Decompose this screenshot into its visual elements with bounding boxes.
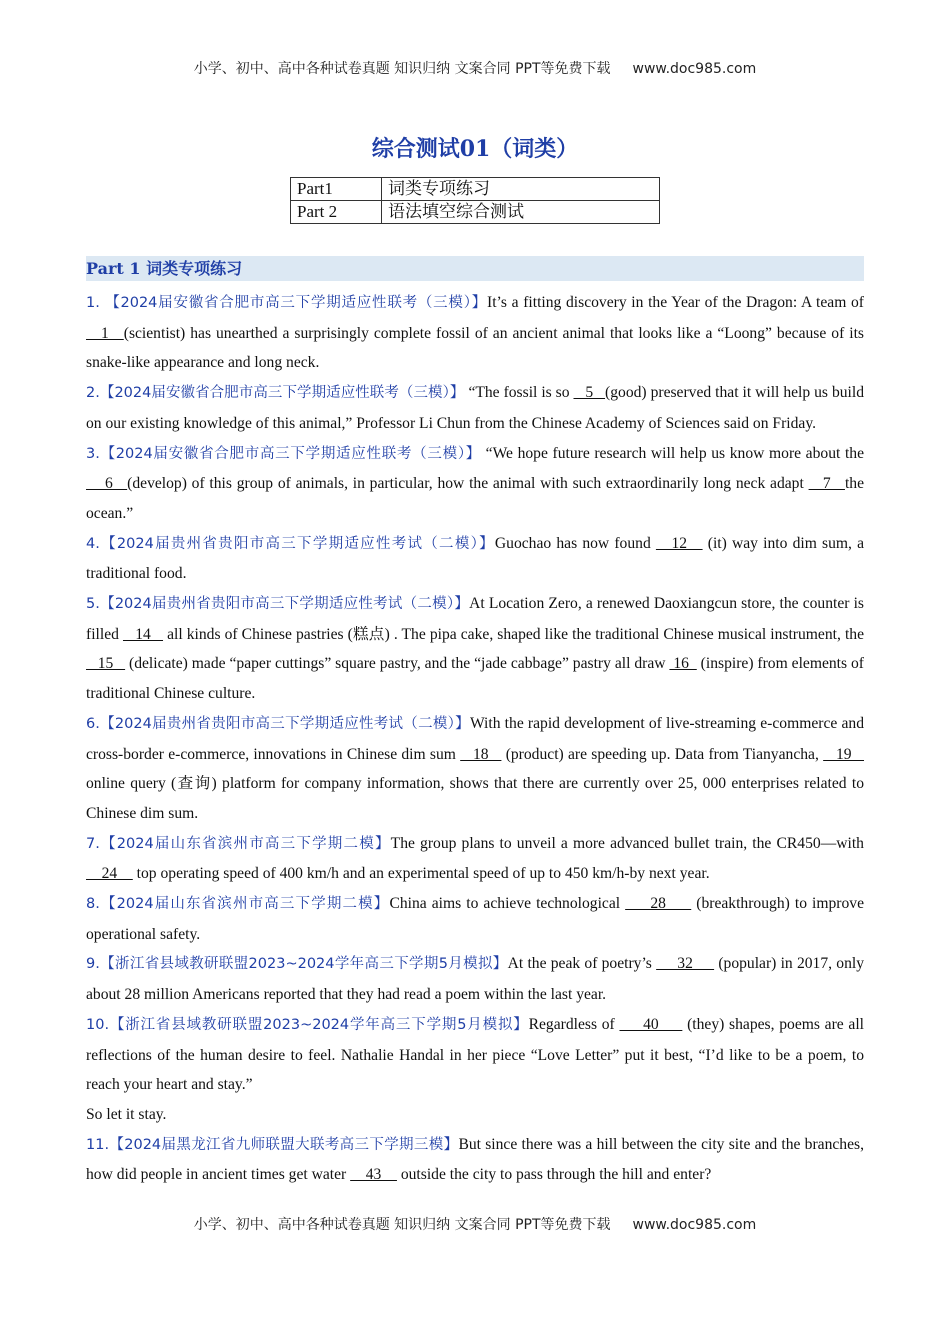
question-number: 2. (86, 385, 100, 402)
answer-blank: 24 (86, 865, 133, 883)
answer-blank: 32 (656, 955, 715, 973)
answer-blank: 16 (669, 655, 697, 673)
question-1 (86, 288, 864, 378)
header-text: 小学、初中、高中各种试卷真题 知识归纳 文案合同 PPT等免费下载 (193, 61, 611, 77)
answer-blank: 15 (86, 655, 126, 673)
question-source: 【2024届山东省滨州市高三下学期二模】 (99, 896, 390, 913)
footer-text: 小学、初中、高中各种试卷真题 知识归纳 文案合同 PPT等免费下载 (193, 1217, 611, 1233)
question-text: Guochao has now found (494, 534, 656, 552)
question-8 (86, 889, 864, 949)
question-number: 3. (86, 445, 100, 462)
question-text: Regardless of (528, 1015, 620, 1033)
question-text: (it) way into dim sum, a traditional food. (86, 534, 864, 583)
page-title: 综合测试01（词类） (371, 136, 579, 162)
toc-row (291, 201, 660, 224)
question-2 (86, 378, 864, 438)
question-text: (good) preserved that it will help us build on our existing knowledge of this animal,” Professor Li Chun from the Chinese Academy of Sciences said on Friday. (86, 384, 865, 432)
question-text: (inspire) from elements of traditional Chinese culture. (86, 655, 864, 703)
question-text: the ocean.” (86, 475, 865, 522)
question-number: 10. (86, 1016, 110, 1033)
answer-blank: 14 (122, 625, 164, 643)
answer-blank: 6 (86, 475, 128, 493)
question-text: (breakthrough) to improve operational safety. (86, 895, 865, 943)
section-heading: Part 1 词类专项练习 (86, 256, 864, 281)
answer-blank: 18 (460, 745, 502, 763)
question-4 (86, 529, 864, 589)
question-source: 【2024届贵州省贵阳市高三下学期适应性考试（二模）】 (99, 596, 470, 613)
question-text: But since there was a hill between the city site and the branches, how did people in ancient times get water (86, 1135, 864, 1184)
question-text: all kinds of Chinese pastries (糕点) . The pipa cake, shaped like the traditional Chinese musical instrument, the (163, 625, 865, 643)
question-number: 6. (86, 715, 100, 732)
question-text: It’s a fitting discovery in the Year of the Dragon: A team of (487, 294, 865, 311)
answer-blank: 40 (619, 1015, 683, 1033)
question-number: 5. (86, 596, 100, 613)
answer-blank: 19 (823, 745, 864, 763)
question-source: 【2024届贵州省贵阳市高三下学期适应性考试（二模）】 (99, 535, 495, 552)
question-6 (86, 709, 864, 829)
question-number: 7. (86, 835, 100, 852)
question-9 (86, 949, 864, 1009)
question-text: At Location Zero, a renewed Daoxiangcun store, the counter is filled (86, 595, 864, 643)
toc-part: Part 2 (291, 201, 382, 224)
question-text: top operating speed of 400 km/h and an experimental speed of up to 450 km/h-by next year. (132, 865, 710, 883)
question-source: 【2024届山东省滨州市高三下学期二模】 (99, 835, 391, 852)
toc-name: 语法填空综合测试 (382, 201, 660, 224)
question-text: (delicate) made “paper cuttings” square pastry, and the “jade cabbage” pastry all draw (125, 655, 670, 673)
question-number: 11. (86, 1136, 110, 1153)
toc-row (291, 178, 660, 201)
question-text: (product) are speeding up. Data from Tianyancha, (501, 745, 824, 763)
toc-table (290, 177, 660, 224)
question-text: The group plans to unveil a more advanced bullet train, the CR450—with (390, 834, 864, 852)
question-source: 【浙江省县域教研联盟2023~2024学年高三下学期5月模拟】 (109, 1016, 529, 1033)
question-text: (popular) in 2017, only about 28 million Americans reported that they had read a poem within the last year. (86, 955, 864, 1004)
question-7 (86, 829, 864, 889)
answer-blank: 1 (86, 324, 124, 342)
answer-blank: 43 (350, 1166, 397, 1184)
page-header (0, 58, 950, 78)
question-text: “The fossil is so (464, 384, 574, 402)
question-number: 9. (86, 956, 100, 973)
questions-body (86, 288, 864, 1190)
question-5 (86, 589, 864, 709)
question-source: 【2024届安徽省合肥市高三下学期适应性联考（三模）】 (99, 385, 465, 402)
question-11 (86, 1130, 864, 1190)
header-site: www.doc985.com (632, 61, 757, 77)
question-text: At the peak of poetry’s (507, 955, 657, 973)
question-source: 【2024届安徽省合肥市高三下学期适应性联考（三模）】 (105, 295, 488, 311)
question-source: 【2024届安徽省合肥市高三下学期适应性联考（三模）】 (99, 445, 482, 462)
question-text: (they) shapes, poems are all reflections of the human desire to feel. Nathalie Handal in her piece “Love Letter” put it best, “I’d like to be a poem, to reach your heart and stay.” (86, 1015, 865, 1094)
toc-name: 词类专项练习 (382, 178, 660, 201)
page-footer (0, 1214, 950, 1234)
toc-part: Part1 (291, 178, 382, 201)
footer-site: www.doc985.com (632, 1217, 757, 1233)
answer-blank: 12 (655, 534, 703, 552)
question-text: online query (查询) platform for company information, shows that there are currently over 25, 000 enterprises related to Chinese dim sum. (86, 775, 864, 822)
question-number: 1. (86, 295, 106, 311)
answer-blank: 5 (573, 384, 606, 402)
question-text: “We hope future research will help us know more about the (481, 444, 864, 462)
question-text: China aims to achieve technological (389, 895, 626, 913)
question-text: (develop) of this group of animals, in particular, how the animal with such extraordinarily long neck adapt (127, 475, 809, 493)
answer-blank: 28 (625, 895, 692, 913)
question-source: 【浙江省县域教研联盟2023~2024学年高三下学期5月模拟】 (99, 956, 508, 973)
question-text: (scientist) has unearthed a surprisingly complete fossil of an ancient animal that looks like a “Loong” because of its snake-like appearance and long neck. (86, 324, 864, 372)
question-number: 4. (86, 535, 100, 552)
question-source: 【2024届贵州省贵阳市高三下学期适应性考试（二模）】 (99, 715, 470, 732)
question-text: outside the city to pass through the hill and enter? (396, 1166, 712, 1184)
answer-blank: 7 (808, 475, 845, 493)
question-source: 【2024届黑龙江省九师联盟大联考高三下学期三模】 (109, 1136, 459, 1153)
question-number: 8. (86, 896, 100, 913)
question-10 (86, 1010, 864, 1100)
question-3 (86, 439, 864, 529)
question-text: With the rapid development of live-streaming e-commerce and cross-border e-commerce, innovations in Chinese dim sum (86, 714, 864, 763)
extra-line: So let it stay. (86, 1105, 167, 1123)
